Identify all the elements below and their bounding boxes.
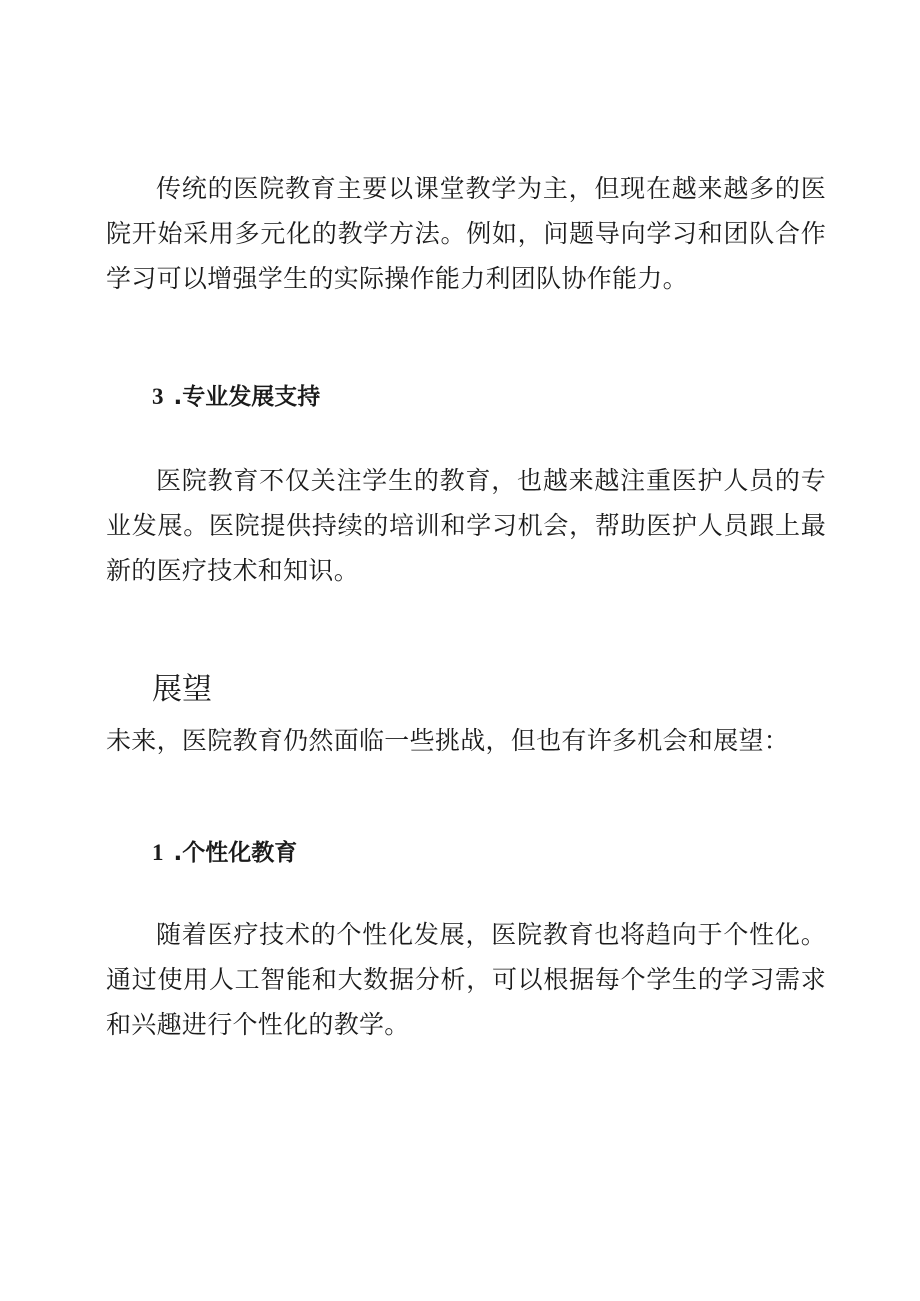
subheading-number: 1 — [152, 840, 164, 865]
paragraph-outlook-intro: 未来，医院教育仍然面临一些挑战，但也有许多机会和展望： — [106, 726, 790, 755]
subheading-number: 3 — [152, 384, 164, 409]
subheading-text: .个性化教育 — [173, 840, 298, 866]
paragraph-teaching-methods: 传统的医院教育主要以课堂教学为主，但现在越来越多的医院开始采用多元化的教学方法。例如，问题导向学习和团队合作学习可以增强学生的实际操作能力利团队协作能力。 — [106, 174, 826, 293]
paragraph-personalized-education: 随着医疗技术的个性化发展，医院教育也将趋向于个性化。通过使用人工智能和大数据分析，可以根据每个学生的学习需求和兴趣进行个性化的教学。 — [106, 920, 826, 1039]
section-heading-outlook: 展望 — [152, 672, 212, 707]
subheading-text: .专业发展支持 — [173, 384, 321, 410]
paragraph-professional-development: 医院教育不仅关注学生的教育，也越来越注重医护人员的专业发展。医院提供持续的培训和学习机会，帮助医护人员跟上最新的医疗技术和知识。 — [106, 466, 826, 585]
subheading-personalized-education — [152, 838, 297, 868]
subheading-professional-development — [152, 382, 320, 412]
